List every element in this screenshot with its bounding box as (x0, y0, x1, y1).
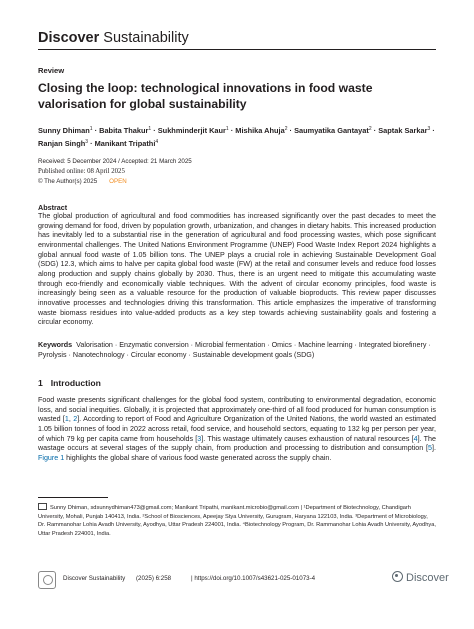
journal-header[interactable] (38, 30, 189, 46)
author-affiliation: 2 (368, 126, 372, 132)
article-title: Closing the loop: technological innovations in food waste valorisation for global sustainability (38, 81, 373, 111)
discover-logo-icon (392, 571, 403, 582)
journal-name-rest: Sustainability (99, 30, 189, 46)
figure-link[interactable]: Figure 1 (38, 453, 65, 462)
section-title: Introduction (50, 378, 101, 388)
copyright-line (38, 177, 192, 187)
article-dates (38, 157, 192, 187)
check-for-updates-icon[interactable] (38, 571, 56, 589)
intro-text: highlights the global share of various food waste generated across the supply chain. (64, 453, 332, 462)
received-accepted-date: Received: 5 December 2024 / Accepted: 21 March 2025 (38, 158, 192, 165)
footnote-rule (38, 497, 108, 498)
author-affiliation: 2 (284, 126, 288, 132)
section-heading-introduction (38, 378, 101, 388)
introduction-paragraph (38, 396, 436, 464)
intro-text: ]. (432, 444, 436, 453)
intro-text: ]. According to report of Food and Agriculture Organization of the United Nations, the world wasted an estimated 1.05 billion tonnes of food in 2022 across retail, food service, and household sectors, equating to 132 kg per person per year, of which 79 kg per capita came from households [ (38, 415, 436, 443)
author-affiliation: 3 (85, 138, 89, 145)
intro-text: , (68, 415, 74, 424)
keywords (38, 341, 436, 360)
author-name[interactable]: Sukhminderjit Kaur (157, 126, 226, 135)
author-name[interactable]: Ranjan Singh (38, 138, 86, 148)
citation-link[interactable]: 2 (73, 415, 78, 424)
intro-text: Food waste presents significant challenges for the global food system, contributing to environmental degradation, economic loss, and social inequities. Globally, it is projected that approximately one-third of all food produced for human consumption is wasted [ (38, 396, 436, 424)
envelope-icon (38, 503, 47, 510)
keywords-label: Keywords (38, 341, 73, 349)
footer-journal: Discover Sustainability (63, 575, 126, 582)
intro-text: ]. This wastage ultimately causes exhaustion of natural resources [ (201, 434, 414, 443)
section-number: 1 (38, 378, 43, 388)
open-access-badge[interactable]: OPEN (109, 178, 127, 185)
author-affiliation: 4 (155, 138, 159, 145)
keywords-list: Valorisation · Enzymatic conversion · Microbial fermentation · Omics · Machine learning · Integrated biorefinery · Pyrolysis · Nanotechnology · Circular economy · Sustainable development goals (SDG) (38, 341, 431, 359)
citation-link[interactable]: 5 (428, 444, 433, 453)
copyright-text: © The Author(s) 2025 (38, 178, 98, 185)
author-affiliation: 1 (89, 126, 93, 132)
footnote-text: Sunny Dhiman, sdsunnydhiman473@gmail.com; Manikant Tripathi, manikant.microbio@gmail.com | ¹Department of Biotechnology, Chandigarh University, Mohali, Punjab 140413, India. ²School of Biosciences, Apeejay Stya University, Gurugram, Haryana 122103, India. ³Department of Microbiology, Dr. Rammanohar Lohia Avadh University, Ayodhya, Uttar Pradesh 224001, India. ⁴Biotechnology Program, Dr. Rammanohar Lohia Avadh University, Ayodhya, Uttar Pradesh 224001, India. (38, 505, 436, 537)
footer-citation: (2025) 6:258 (136, 575, 172, 582)
author-name[interactable]: Babita Thakur (99, 126, 149, 135)
author-name[interactable]: Sunny Dhiman (38, 126, 90, 135)
journal-name-bold: Discover (38, 30, 100, 46)
published-date: Published online: 08 April 2025 (38, 168, 125, 175)
author-name[interactable]: Saptak Sarkar (378, 126, 428, 135)
author-name[interactable]: Saumyatika Gantayat (294, 126, 369, 135)
abstract-heading: Abstract (38, 203, 68, 212)
intro-text: ]. The wastage occurs at several stages of the supply chain, from production and processing to distribution and consumption [ (38, 434, 436, 453)
author-list: Sunny Dhiman$^1$ · Babita Thakur$^1$ · Sukhminderjit Kaur$^1$ · Mishika Ahuja$^2$ · Saumyatika Gantayat$^2$ · Saptak Sarkar$^3$ · Ranjan Singh$^3$ · Manikant Tripathi$^4$ (38, 126, 435, 148)
discover-logo-text: Discover (406, 572, 449, 584)
author-affiliation: 1 (225, 126, 229, 132)
citation-link[interactable]: 4 (413, 434, 418, 443)
abstract-text: The global production of agricultural and food commodities has increased significantly over the past decades to meet the growing demand for food, driven by population growth, urbanization, and changes in dietary habits. This increased production has inevitably led to a substantial rise in the generation of agricultural and food processing wastes, which pose significant environmental challenges. The United Nations Environment Programme (UNEP) Food Waste Index Report 2024 highlights a global annual food waste of 1.05 billion tons. The UNEP plays a crucial role in achieving Sustainable Development Goal (SDG) 12.3, which aims to halve per capita global food waste (FW) at the retail and consumer levels and reduce food losses along production and supply chains globally by 2030. Thus, there is an urgent need to mitigate this accumulating waste through eco-friendly and economically viable techniques. With the advent of circular economy principles, food waste is increasingly being seen as a valuable resource for the production of valuable bioproducts. This review paper discusses innovative processes and technologies driving this transformation. This article emphasizes the imperative of transforming waste biomass residues into value-added products as a key step towards achieving sustainability goals and fostering a circular economy. (38, 212, 436, 327)
author-affiliation: 3 (427, 126, 431, 132)
author-name[interactable]: Manikant Tripathi (94, 138, 156, 148)
header-rule (38, 49, 436, 50)
page-footer (38, 571, 449, 593)
discover-logo (392, 571, 449, 584)
citation-link[interactable]: 1 (64, 415, 69, 424)
article-type: Review (38, 66, 65, 75)
footer-doi-link[interactable]: | https://doi.org/10.1007/s43621-025-01073-4 (191, 575, 316, 582)
correspondence-footnote (38, 502, 436, 538)
author-affiliation: 1 (148, 126, 152, 132)
author-name[interactable]: Mishika Ahuja (235, 126, 285, 135)
citation-link[interactable]: 3 (197, 434, 202, 443)
